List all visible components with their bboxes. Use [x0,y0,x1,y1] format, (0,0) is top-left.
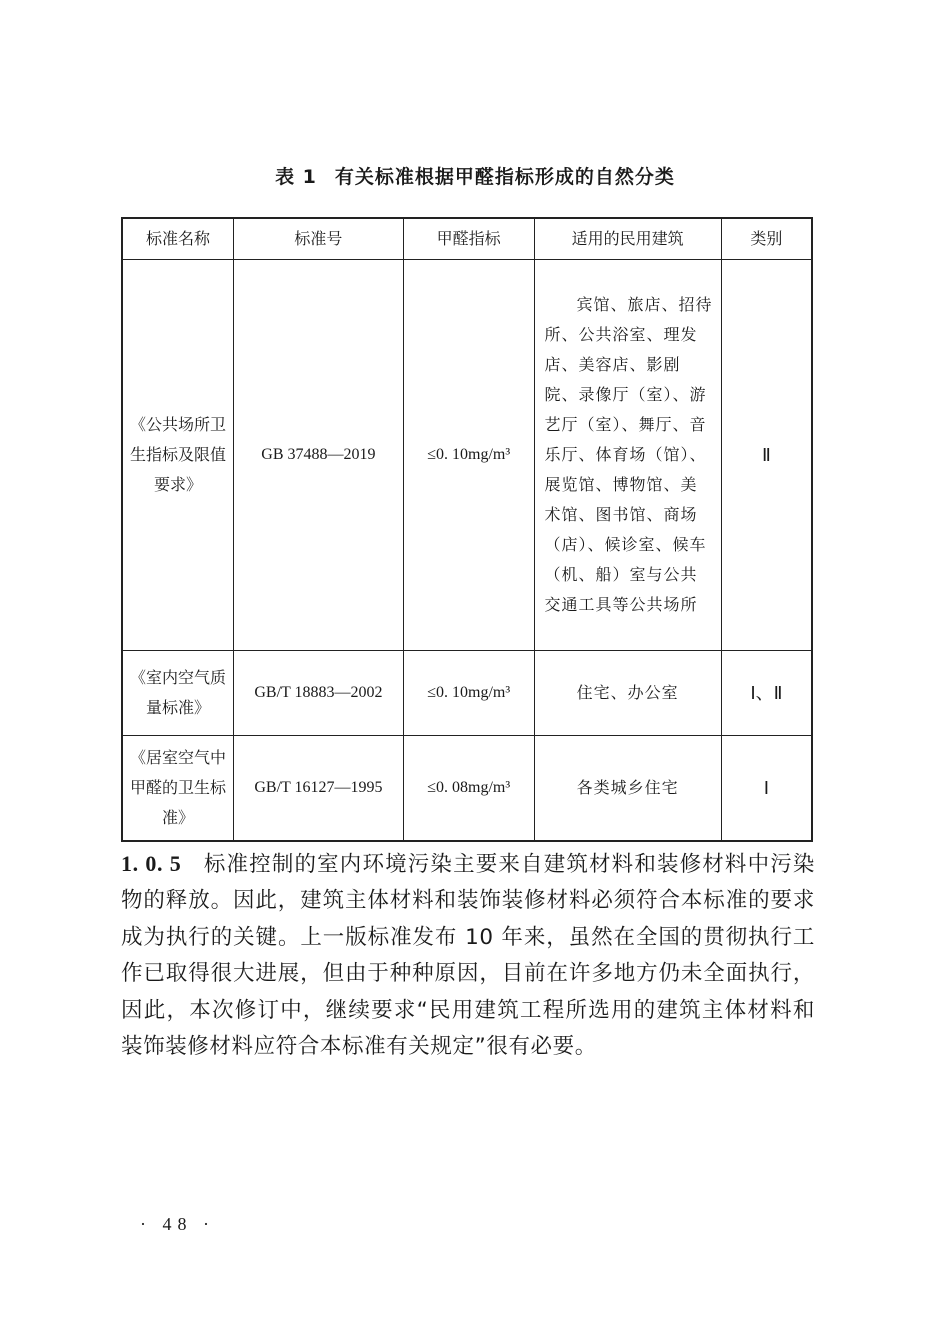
table-caption [0,162,950,189]
header-applicable-buildings: 适用的民用建筑 [534,218,721,260]
cell-applicable-buildings-text: 宾馆、旅店、招待所、公共浴室、理发店、美容店、影剧院、录像厅（室）、游艺厅（室）、舞厅、音乐厅、体育场（馆）、展览馆、博物馆、美术馆、图书馆、商场（店）、候诊室、候车（机、船）室与公共交通工具等公共场所 [544,295,713,614]
header-formaldehyde-limit: 甲醛指标 [403,218,534,260]
cell-applicable-buildings: 各类城乡住宅 [534,736,721,842]
clause-paragraph [121,846,815,1065]
header-standard-code: 标准号 [234,218,404,260]
cell-category: Ⅰ [721,736,812,842]
cell-standard-name: 《居室空气中甲醛的卫生标准》 [122,736,234,842]
cell-category: Ⅰ、Ⅱ [721,651,812,736]
cell-standard-code: GB 37488—2019 [234,260,404,651]
table-row [122,736,812,842]
table-caption-title: 有关标准根据甲醛指标形成的自然分类 [334,166,675,188]
clause-text: 标准控制的室内环境污染主要来自建筑材料和装修材料中污染物的释放。因此，建筑主体材料和装饰装修材料必须符合本标准的要求成为执行的关键。上一版标准发布 10 年来，虽然在全国的贯彻执行工作已取得很大进展，但由于种种原因，目前在许多地方仍未全面执行，因此，本次修订中，继续要求“民用建筑工程所选用的建筑主体材料和装饰装修材料应符合本标准有关规定”很有必要。 [121,852,815,1060]
table-caption-number: 表 1 [275,166,317,188]
page-number: · 48 · [140,1214,215,1234]
table-row [122,260,812,651]
cell-applicable-buildings: 住宅、办公室 [534,651,721,736]
cell-standard-code: GB/T 16127—1995 [234,736,404,842]
cell-category: Ⅱ [721,260,812,651]
table-header-row [122,218,812,260]
cell-formaldehyde-limit: ≤0. 10mg/m³ [403,260,534,651]
cell-standard-name: 《公共场所卫生指标及限值要求》 [122,260,234,651]
cell-formaldehyde-limit: ≤0. 10mg/m³ [403,651,534,736]
header-standard-name: 标准名称 [122,218,234,260]
cell-standard-code: GB/T 18883—2002 [234,651,404,736]
cell-standard-name: 《室内空气质量标准》 [122,651,234,736]
cell-formaldehyde-limit: ≤0. 08mg/m³ [403,736,534,842]
table-row [122,651,812,736]
standards-table [121,217,813,842]
cell-applicable-buildings [534,260,721,651]
header-category: 类别 [721,218,812,260]
clause-number: 1. 0. 5 [121,851,182,876]
